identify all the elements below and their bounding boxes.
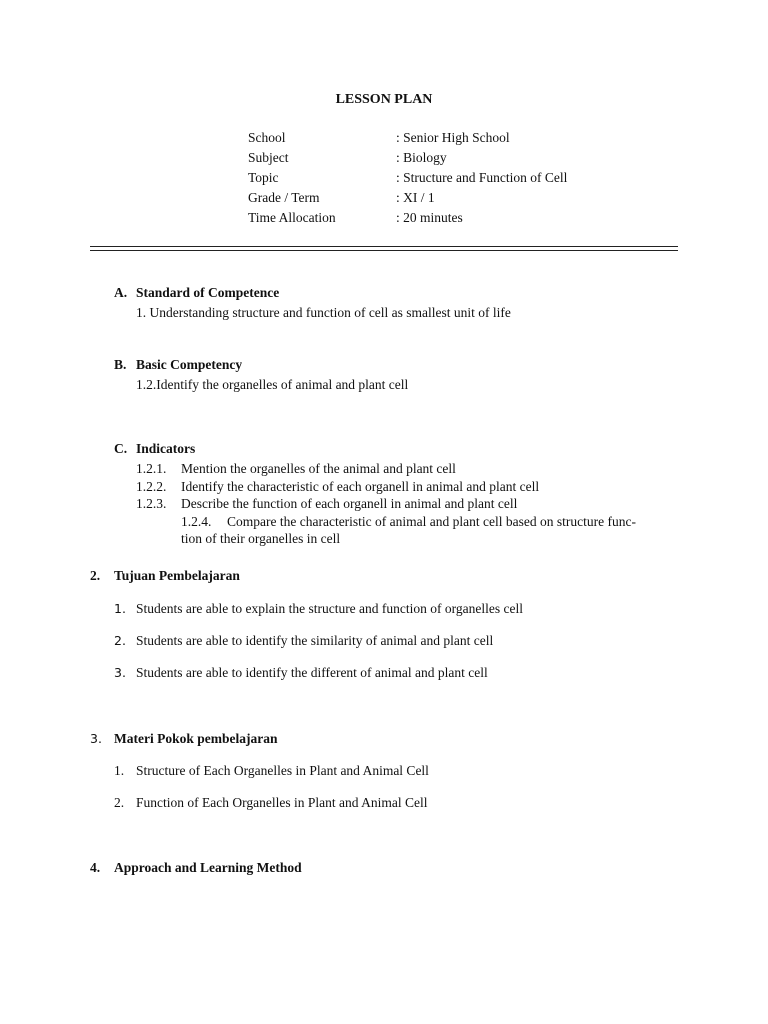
list-item: Students are able to explain the structure and function of organelles cell [136,601,523,616]
list-item: Students are able to identify the similarity of animal and plant cell [136,633,494,648]
info-value-subject: : Biology [396,150,447,165]
indicator-number: 1.2.1. [136,461,167,476]
section-heading: Approach and Learning Method [114,860,302,875]
divider-bottom-line [90,250,678,251]
list-item: Structure of Each Organelles in Plant and Animal Cell [136,763,429,778]
list-number: 3. [114,665,126,680]
section-heading: Tujuan Pembelajaran [114,568,240,583]
indicator-text: Compare the characteristic of animal and plant cell based on structure func- [227,514,636,529]
section-heading: Standard of Competence [136,285,280,300]
info-label-subject: Subject [248,150,289,165]
section-marker: C. [114,441,128,456]
list-number: 2. [114,633,126,648]
info-value-school: : Senior High School [396,130,510,145]
list-number: 2. [114,795,125,810]
indicator-text-continuation: tion of their organelles in cell [181,531,341,546]
info-label-school: School [248,130,286,145]
info-label-grade: Grade / Term [248,190,320,205]
list-number: 1. [114,763,125,778]
list-item: 1. Understanding structure and function of cell as smallest unit of life [136,305,511,320]
info-label-time: Time Allocation [248,210,336,225]
info-value-time: : 20 minutes [396,210,463,225]
section-heading: Indicators [136,441,196,456]
info-value-topic: : Structure and Function of Cell [396,170,568,185]
list-item: 1.2.Identify the organelles of animal and plant cell [136,377,409,392]
info-value-grade: : XI / 1 [396,190,435,205]
divider-top-line [90,246,678,247]
indicator-text: Identify the characteristic of each organell in animal and plant cell [181,479,540,494]
indicator-number: 1.2.3. [136,496,167,511]
section-heading: Materi Pokok pembelajaran [114,731,278,746]
list-item: Function of Each Organelles in Plant and Animal Cell [136,795,428,810]
section-marker: 3. [90,731,102,746]
info-label-topic: Topic [248,170,279,185]
page-title: LESSON PLAN [335,92,433,107]
section-marker: A. [114,285,128,300]
section-heading: Basic Competency [136,357,243,372]
indicator-text: Mention the organelles of the animal and plant cell [181,461,456,476]
section-marker: B. [114,357,127,372]
list-number: 1. [114,601,126,616]
indicator-number: 1.2.4. [181,514,212,529]
section-marker: 2. [90,568,101,583]
section-marker: 4. [90,860,101,875]
indicator-text: Describe the function of each organell in animal and plant cell [181,496,518,511]
list-item: Students are able to identify the different of animal and plant cell [136,665,488,680]
indicator-number: 1.2.2. [136,479,167,494]
